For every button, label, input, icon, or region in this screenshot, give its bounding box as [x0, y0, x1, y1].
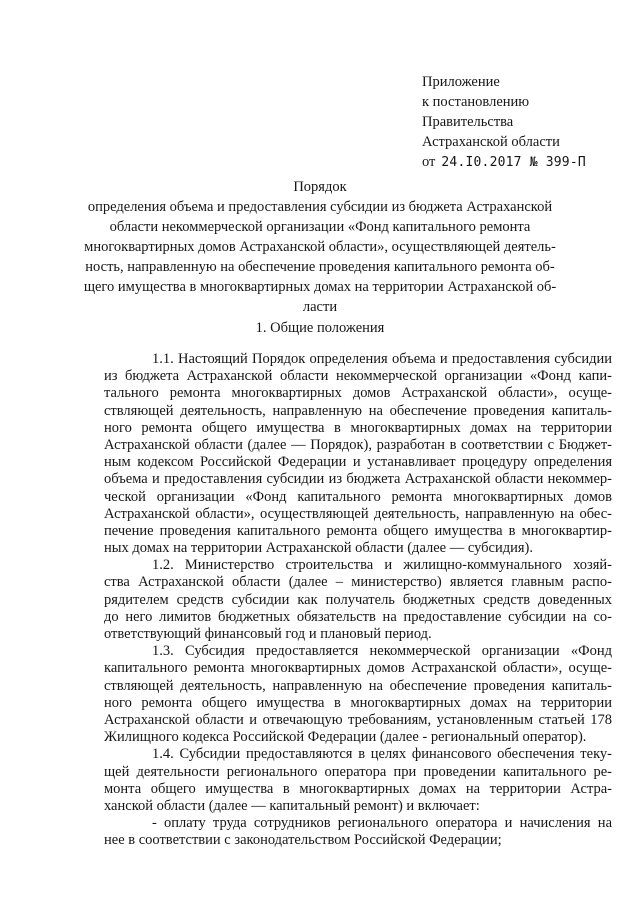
text-line: 1.4. Субсидии предоставляются в целях финансового обеспечения теку- [152, 746, 612, 763]
text-line: Астраханской области (далее — Порядок), разработан в соответствии с Бюджет- [104, 436, 612, 453]
text-line: до него лимитов бюджетных обязательств на предоставление субсидии на со- [104, 608, 612, 625]
text-line: ных домах на территории Астраханской области (далее — субсидия). [104, 540, 533, 557]
text-line: Астраханской области и отвечающую требованиям, установленным статьей 178 [104, 711, 612, 728]
text-line: печение проведения капитального ремонта общего имущества в многоквартир- [104, 522, 612, 539]
text-line: нее в соответствии с законодательством Российской Федерации; [104, 832, 502, 849]
text-line: рядителем средств субсидии как получатель бюджетных средств доведенных [104, 591, 612, 608]
heading-line: определения объема и предоставления субсидии из бюджета Астраханской [87, 199, 553, 215]
document-title: Порядок [293, 179, 347, 195]
text-line: Жилищного кодекса Российской Федерации (далее - региональный оператор). [104, 729, 587, 746]
heading-line: ласти [302, 299, 338, 315]
text-line: ханской области (далее — капитальный ремонт) и включает: [104, 797, 480, 814]
approval-number: 24.I0.2017 № 399-П [441, 155, 586, 170]
text-line: 1.3. Субсидия предоставляется некоммерческой организации «Фонд [152, 643, 612, 660]
text-line: ствляющей деятельность, направленную на обеспечение проведения капиталь- [104, 677, 612, 694]
text-line: объема и предоставления субсидии из бюджета Астраханской области некоммер- [104, 471, 612, 488]
text-line: 1.1. Настоящий Порядок определения объема и предоставления субсидии [152, 351, 612, 367]
heading-line: области некоммерческой организации «Фонд капитального ремонта [109, 219, 531, 235]
heading-line: щего имущества в многоквартирных домах на территории Астраханской об- [83, 279, 557, 295]
text-line: ного ремонта общего имущества в многоквартирных домах на территории [104, 419, 612, 436]
text-line: монта общего имущества в многоквартирных домах на территории Астра- [104, 780, 612, 797]
approval-block [422, 72, 586, 173]
text-line: - оплату труда сотрудников регионального оператора и начисления на [152, 815, 612, 832]
list-item [104, 815, 612, 849]
text-line: 1.2. Министерство строительства и жилищно-коммунального хозяй- [152, 557, 612, 574]
heading-line: многоквартирных домов Астраханской области», осуществляющей деятель- [84, 239, 556, 255]
document-body [104, 351, 612, 849]
paragraph-1-3 [104, 643, 612, 746]
text-line: щей деятельности регионального оператора при проведении капитального ре- [104, 763, 612, 780]
text-line: из бюджета Астраханской области некоммерческой организации «Фонд капи- [104, 368, 612, 385]
approval-line: к постановлению [422, 94, 530, 110]
approval-line: Приложение [422, 74, 500, 90]
text-line: ного ремонта общего имущества в многоквартирных домах на территории [104, 694, 612, 711]
text-line: Астраханской области», осуществляющей деятельность, направленную на обес- [104, 505, 612, 522]
paragraph-1-2 [104, 557, 612, 643]
approval-line: Правительства [422, 114, 514, 130]
approval-ot: от [422, 154, 436, 170]
text-line: ства Астраханской области (далее – министерство) является главным распо- [104, 574, 612, 591]
heading-line: ность, направленную на обеспечение проведения капитального ремонта об- [85, 259, 555, 275]
text-line: тального ремонта многоквартирных домов Астраханской области», осуще- [104, 385, 612, 402]
text-line: ческой организации «Фонд капитального ремонта многоквартирных домов [104, 488, 612, 505]
paragraph-1-4 [104, 746, 612, 815]
approval-line: Астраханской области [422, 134, 560, 150]
paragraph-1-1 [104, 351, 612, 557]
section-title: 1. Общие положения [255, 320, 385, 336]
text-line: ответствующий финансовый год и плановый период. [104, 626, 432, 642]
text-line: ным кодексом Российской Федерации и устанавливает процедуру определения [104, 454, 612, 471]
document-heading [80, 177, 560, 317]
approval-date-line [422, 152, 586, 173]
text-line: ствляющей деятельность, направленную на обеспечение проведения капиталь- [104, 402, 612, 419]
text-line: капитального ремонта многоквартирных домов Астраханской области», осуще- [104, 660, 612, 677]
